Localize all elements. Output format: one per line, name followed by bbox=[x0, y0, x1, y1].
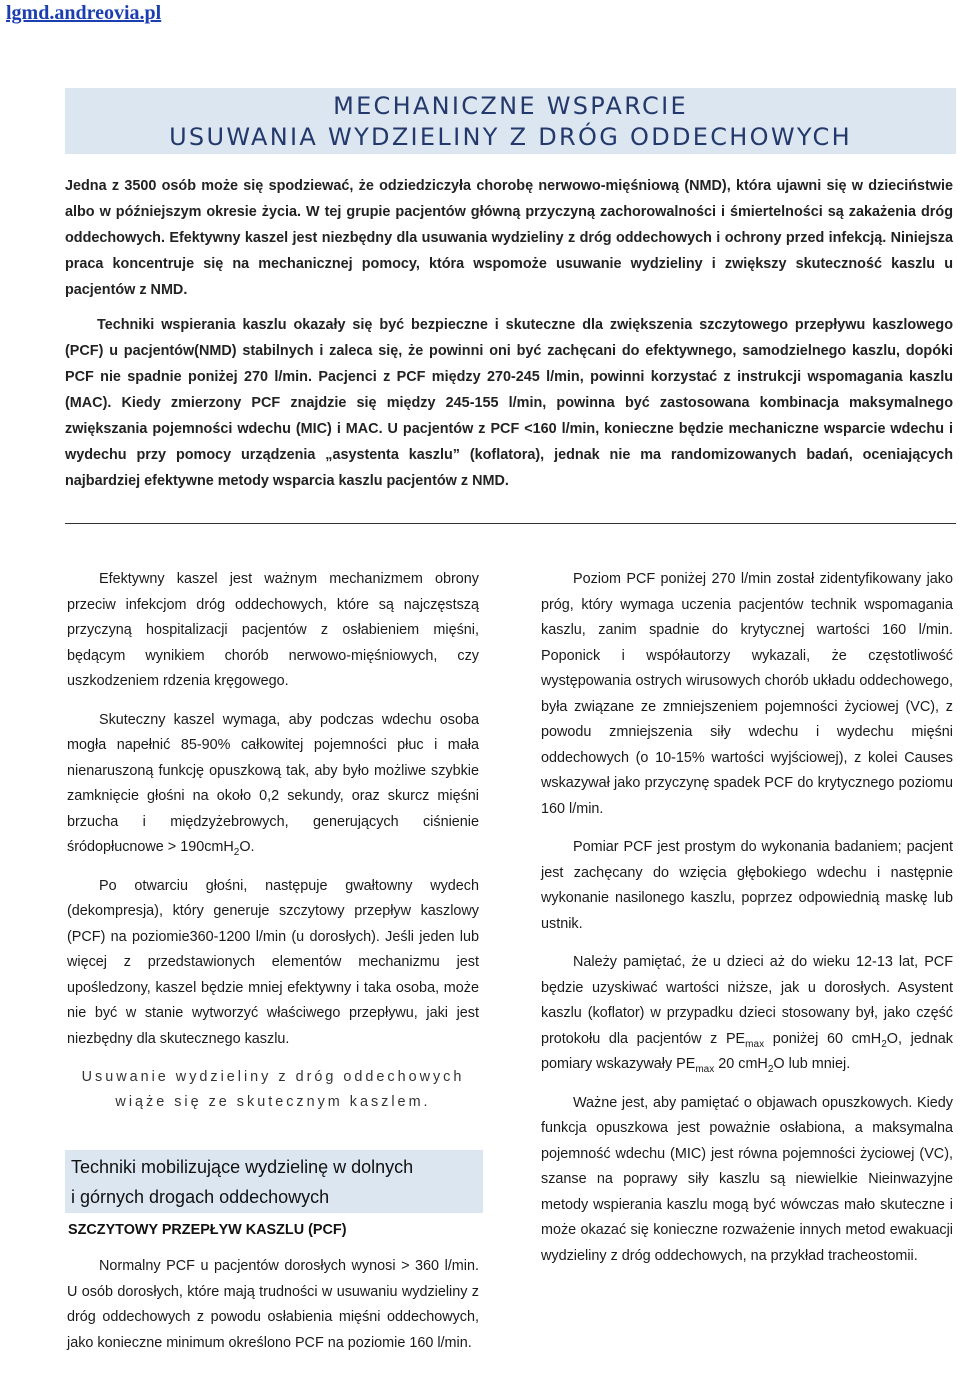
subscript: 2 bbox=[233, 846, 240, 858]
left-paragraph-2-text: Skuteczny kaszel wymaga, aby podczas wdechu osoba mogła napełnić 85-90% całkowitej pojemności płuc i mała nienaruszoną funkcję opuszkową tak, aby było możliwe szybkie zamknięcie głośni na około 0,2 sekundy, oraz skurcz mięśni brzucha i międzyżebrowych, generujących ciśnienie śródopłucnowe > 190cmH bbox=[67, 711, 479, 855]
left-column bbox=[67, 567, 479, 1115]
left-paragraph-2-end: O. bbox=[239, 839, 255, 855]
subscript: max bbox=[745, 1038, 765, 1050]
right-paragraph-4: Ważne jest, aby pamiętać o objawach opuszkowych. Kiedy funkcja opuszkowa jest poważnie osłabiona, a maksymalna pojemność wdechu (MIC) jest równa pojemności życiowej (VC), szanse na poprawy siły kaszlu są niewielkie Nieinwazyjne metody wspierania kaszlu mogą być wówczas mało skuteczne i może okazać się konieczne rozważenie innych metod ewakuacji wydzieliny z dróg oddechowych, na przykład tracheostomii. bbox=[541, 1094, 953, 1264]
section-heading-line-1: Techniki mobilizujące wydzielinę w dolnych bbox=[71, 1157, 414, 1177]
right-paragraph-3-a: Należy pamiętać, że u dzieci aż do wieku 12-13 lat, PCF będzie uzyskiwać wartości niższe, jak u dorosłych. Asystent kaszlu (koflator) w przypadku dzieci stosowany był, jako część protokołu dla pacjentów z PE bbox=[541, 954, 953, 1047]
subscript: 2 bbox=[881, 1038, 887, 1050]
site-link[interactable]: lgmd.andreovia.pl bbox=[6, 2, 162, 24]
left-paragraph-3: Po otwarciu głośni, następuje gwałtowny wydech (dekompresja), który generuje szczytowy przepływ kaszlowy (PCF) na poziomie360-1200 l/min (u dorosłych). Jeśli jeden lub więcej z przedstawionych elementów mechanizmu jest upośledzony, kaszel będzie mniej efektywny i taka osoba, może nie być w stanie wytworzyć właściwego przepływu, jaki jest niezbędny dla skutecznego kaszlu. bbox=[67, 877, 479, 1047]
right-paragraph-1: Poziom PCF poniżej 270 l/min został zidentyfikowany jako próg, który wymaga uczenia pacjentów technik wspomagania kaszlu, zanim spadnie do krytycznej wartości 160 l/min. Poponick i współautorzy wykazali, że częstotliwość występowania ostrych wirusowych chorób układu oddechowego, była związane ze zmniejszeniem pojemności życiowej (VC), z powodu zmniejszenia siły wdechu i wydechu mięśni oddechowych (o 10-15% wartości wyjściowej), z kolei Causes wskazywał jako przyczynę spadek PCF do krytycznego poziomu 160 l/min. bbox=[541, 571, 953, 817]
right-paragraph-3-b: poniżej 60 cmH bbox=[764, 1030, 882, 1047]
right-paragraph-3-d: 20 cmH bbox=[714, 1056, 768, 1072]
subscript: 2 bbox=[767, 1063, 774, 1075]
right-paragraph-2: Pomiar PCF jest prostym do wykonania badaniem; pacjent jest zachęcany do wzięcia głębokiego wdechu i następnie wykonanie nasilonego kaszlu, poprzez odpowiednią maskę lub ustnik. bbox=[541, 839, 953, 932]
right-column bbox=[541, 567, 953, 1282]
pull-quote-line-2: wiąże się ze skutecznym kaszlem. bbox=[115, 1094, 431, 1110]
subheading: SZCZYTOWY PRZEPŁYW KASZLU (PCF) bbox=[68, 1222, 347, 1238]
section-heading-line-2: i górnych drogach oddechowych bbox=[71, 1187, 330, 1207]
pull-quote-line-1: Usuwanie wydzieliny z dróg oddechowych bbox=[81, 1069, 465, 1085]
left-paragraph-1: Efektywny kaszel jest ważnym mechanizmem obrony przeciw infekcjom dróg oddechowych, które są najczęstszą przyczyną hospitalizacji pacjentów z osłabieniem mięśni, będącym wynikiem chorób nerwowo-mięśniowych, czy uszkodzeniem rdzenia kręgowego. bbox=[67, 571, 479, 689]
right-paragraph-3 bbox=[541, 950, 953, 1078]
title-line-1: MECHANICZNE WSPARCIE bbox=[333, 92, 688, 120]
section-heading bbox=[65, 1150, 483, 1213]
divider bbox=[65, 523, 956, 524]
subscript: max bbox=[695, 1063, 715, 1075]
left-paragraph-4: Normalny PCF u pacjentów dorosłych wynosi > 360 l/min. U osób dorosłych, które mają trudności w usuwaniu wydzieliny z dróg oddechowych z powodu osłabienia mięśni oddechowych, jako konieczne minimum określono PCF na poziomie 160 l/min. bbox=[67, 1258, 479, 1351]
abstract bbox=[65, 173, 953, 494]
abstract-paragraph-2: Techniki wspierania kaszlu okazały się być bezpieczne i skuteczne dla zwiększenia szczytowego przepływu kaszlowego (PCF) u pacjentów(NMD) stabilnych i zaleca się, że powinni oni być zachęcani do efektywnego, samodzielnego kaszlu, dopóki PCF nie spadnie poniżej 270 l/min. Pacjenci z PCF między 270-245 l/min, powinni korzystać z instrukcji wspomagania kaszlu (MAC). Kiedy zmierzony PCF znajdzie się między 245-155 l/min, powinna być zastosowana kombinacja maksymalnego zwiększania pojemności wdechu (MIC) i MAC. U pacjentów z PCF <160 l/min, konieczne będzie mechaniczne wsparcie wdechu i wydechu przy pomocy urządzenia „asystenta kaszlu” (koflatora), jednak nie ma randomizowanych badań, oceniających najbardziej efektywne metody wsparcia kaszlu pacjentów z NMD. bbox=[65, 317, 953, 489]
left-column-bottom bbox=[67, 1254, 479, 1369]
page-title bbox=[65, 88, 956, 154]
right-paragraph-3-e: O lub mniej. bbox=[773, 1056, 851, 1072]
left-paragraph-2 bbox=[67, 708, 479, 861]
right-paragraph-3-c: O, jednak pomiary wskazywały PE bbox=[541, 1030, 953, 1072]
abstract-paragraph-1: Jedna z 3500 osób może się spodziewać, że odziedziczyła chorobę nerwowo-mięśniową (NMD), która ujawni się w dzieciństwie albo w późniejszym okresie życia. W tej grupie pacjentów główną przyczyną zachorowalności i śmiertelności są zakażenia dróg oddechowych. Efektywny kaszel jest niezbędny dla usuwania wydzieliny z dróg oddechowych i ochrony przed infekcją. Niniejsza praca koncentruje się na mechanicznej pomocy, która wspomoże usuwanie wydzieliny i zwiększy skuteczność kaszlu u pacjentów z NMD. bbox=[65, 178, 953, 298]
title-line-2: USUWANIA WYDZIELINY Z DRÓG ODDECHOWYCH bbox=[169, 123, 852, 151]
pull-quote bbox=[67, 1065, 479, 1115]
